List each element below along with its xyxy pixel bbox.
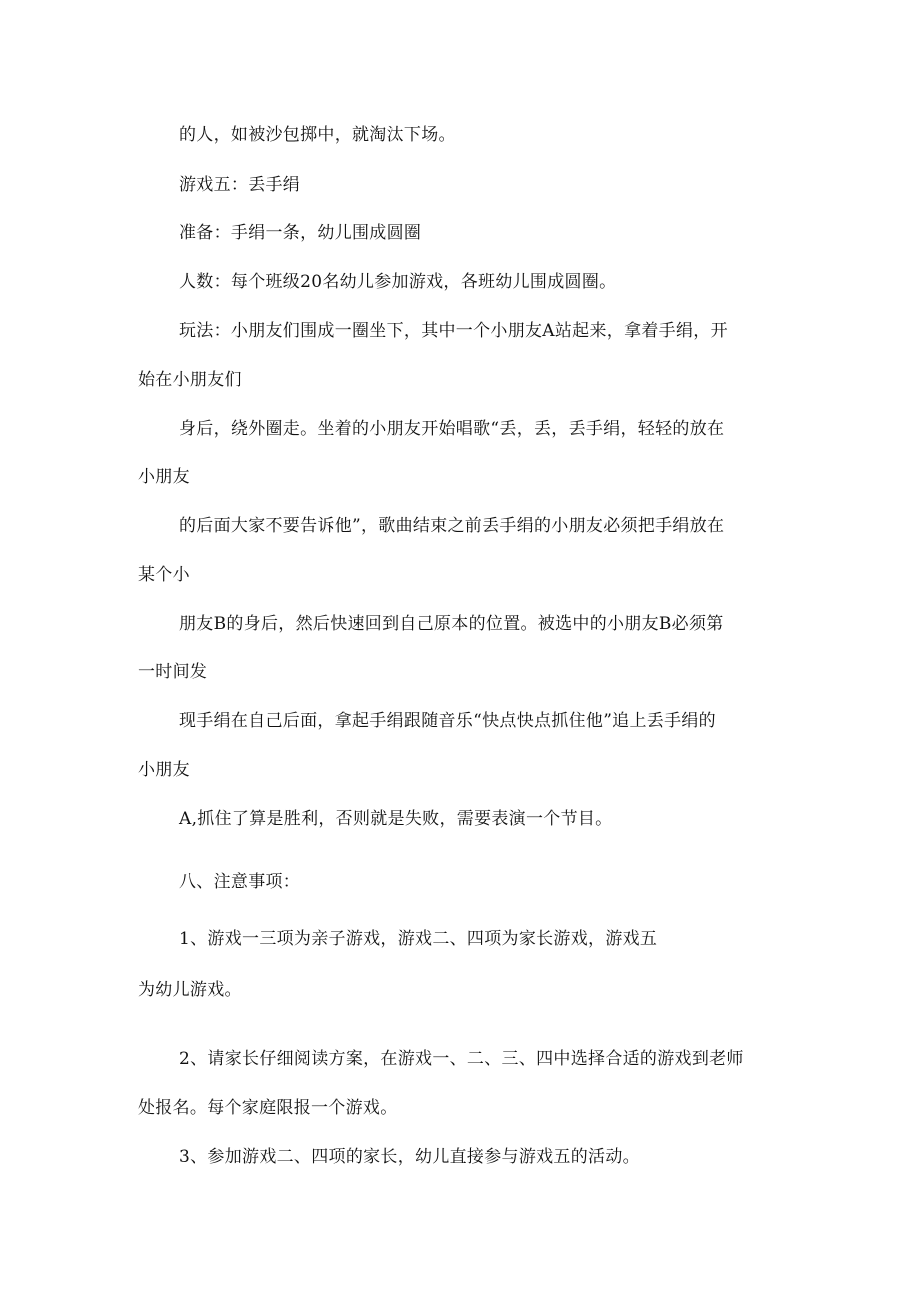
paragraph-line: 准备：手绢一条，幼儿围成圆圈 — [179, 223, 422, 243]
paragraph-line: 玩法：小朋友们围成一圈坐下，其中一个小朋友A站起来，拿着手绢，开 — [179, 321, 728, 341]
paragraph-line: 的后面大家不要告诉他”，歌曲结束之前丢手绢的小朋友必须把手绢放在 — [179, 516, 725, 536]
paragraph-line: 小朋友 — [138, 467, 190, 487]
note-item-3: 3、参加游戏二、四项的家长，幼儿直接参与游戏五的活动。 — [179, 1147, 640, 1167]
note-item-1-cont: 为幼儿游戏。 — [138, 980, 242, 1000]
paragraph-line: 小朋友 — [138, 760, 190, 780]
paragraph-line: 人数：每个班级20名幼儿参加游戏，各班幼儿围成圆圈。 — [179, 272, 617, 292]
section-heading-game-five: 游戏五：丢手绢 — [179, 175, 301, 195]
paragraph-line: 一时间发 — [138, 662, 208, 682]
paragraph-line: 朋友B的身后，然后快速回到自己原本的位置。被选中的小朋友B必须第 — [179, 614, 724, 634]
note-item-2: 2、请家长仔细阅读方案，在游戏一、二、三、四中选择合适的游戏到老师 — [179, 1049, 744, 1069]
note-item-1: 1、游戏一三项为亲子游戏，游戏二、四项为家长游戏，游戏五 — [179, 929, 658, 949]
paragraph-line: 的人，如被沙包掷中，就淘汰下场。 — [179, 125, 456, 145]
section-heading-notes: 八、注意事项： — [179, 872, 301, 892]
paragraph-line: A,抓住了算是胜利，否则就是失败，需要表演一个节目。 — [179, 809, 613, 829]
paragraph-line: 某个小 — [138, 565, 190, 585]
note-item-2-cont: 处报名。每个家庭限报一个游戏。 — [138, 1098, 398, 1118]
paragraph-line: 始在小朋友们 — [138, 370, 242, 390]
paragraph-line: 身后，绕外圈走。坐着的小朋友开始唱歌“丢，丢，丢手绢，轻轻的放在 — [179, 419, 725, 439]
paragraph-line: 现手绢在自己后面，拿起手绢跟随音乐“快点快点抓住他”追上丢手绢的 — [179, 711, 716, 731]
